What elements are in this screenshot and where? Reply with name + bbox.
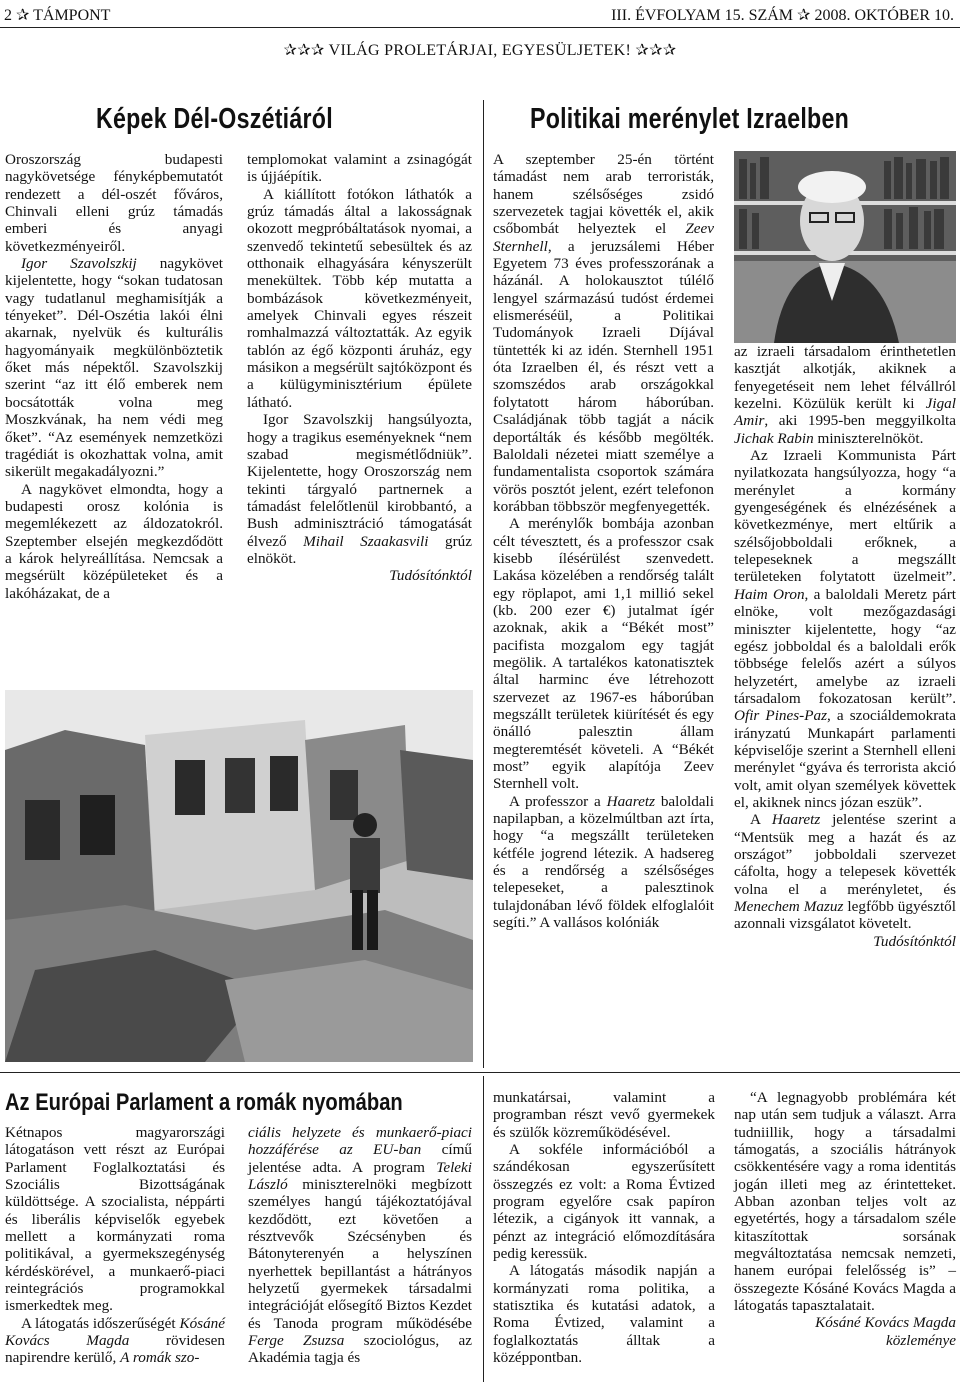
text: Az Izraeli Kommunista Párt nyilatkozata hangsúlyozza, hogy “a merénylet a kormány gyengeségének és elnézésének a következménye, mert eltűrik a szélsőjobboldali erőknek, a telepeseknek a megszállt területeken folytatott üzelmeit”. — [734, 447, 956, 586]
paragraph: A sokféle információból a szándékosan egyszerűsített összegzés ez volt: a Roma Évtized program egyelőre csak papíron létezik, a cigányok itt vannak, a pénzt az integráció előmozdítására pedig keressük. — [493, 1141, 715, 1263]
paragraph — [493, 793, 714, 932]
person-name: Haim Oron — [734, 585, 805, 603]
text: miniszterelnököt. — [813, 429, 924, 447]
paragraph — [493, 515, 714, 793]
newspaper-name: Haaretz — [771, 811, 821, 829]
text: Lakása közelében a rendőrség talált egy röplapot, ami 1,1 millió sekel (kb. 200 ezer €) jutalmat ígér azoknak, akik a “Békét most” pacifista mozgalom egy tagját megölik. A tartalékos katonatisztek által harminc éve létrehozott szervezet az 1967-es háborúban megszállt területek kiürítését és egy önálló palesztin állam megteremtését követeli. A “Békét most” egyik alapítója Zeev Sternhell volt. — [493, 567, 714, 793]
ruins-photo — [5, 690, 473, 1062]
paragraph: munkatársai, valamint a programban részt vevő gyermekek és szülők közreműködésével. — [493, 1089, 715, 1141]
person-name: Igor Szavolszkij — [21, 255, 137, 273]
roma-column-4 — [734, 1089, 956, 1349]
roma-column-2 — [248, 1124, 472, 1367]
israel-column-2 — [734, 343, 956, 950]
sternhell-photo-image — [734, 151, 956, 343]
text: szociológus, az Akadémia tagja és — [248, 1332, 472, 1367]
text: rövidesen napirendre kerülő, — [5, 1332, 225, 1367]
issue-info: III. ÉVFOLYAM 15. SZÁM ✰ 2008. OKTÓBER 10. — [611, 7, 954, 24]
paragraph: A látogatás második napján a kormányzati roma politika, a statisztika és kutatási adatok, a Roma Évtized, valamint a foglalkoztatás álltak a középpontban. — [493, 1262, 715, 1367]
text: , a jeruzsálemi Héber Egyetem 73 éves professzorának a házánál. A holokausztot túlélő lengyel származású tudóst érdemei elismeréséül, a Politikai Tudományok Izraeli Díjával tüntették ki az idén. Sternhell 1951 óta Izraelben él, és részt vett a szomszédos arab országokkal folytatott három háborúban. Családjának több tagját a nácik deportálták és később megölték. Baloldali nézetei miatt személye a fundamentalista csoportok számára vörös posztót jelent, ezért telefonon korábban többször megfenyegették. — [493, 237, 714, 515]
text: A merénylők bombája azonban célt tévesztett, és a professzor csak kisebb ílésérülést szenvedett. — [493, 515, 714, 567]
text: , aki 1995-ben meggyilkolta — [764, 412, 956, 430]
ossetia-column-1 — [5, 151, 223, 602]
paragraph — [247, 411, 472, 567]
israel-title: Politikai merénylet Izraelben — [530, 103, 849, 135]
report-title: ciális helyzete és munkaerő-piaci hozzáférése az EU-ban — [248, 1124, 472, 1159]
paragraph: A nagykövet elmondta, hogy a budapesti orosz kolónia is megemlékezett az áldozatokról. Szeptember elsején megkezdődött a károk helyreállítása. Nemcsak a megsérült középületeket és a lakóházakat, de a — [5, 480, 223, 602]
israel-signature: Tudósítónktól — [873, 932, 956, 950]
text: A látogatás időszerűségét — [21, 1314, 180, 1332]
paragraph — [248, 1124, 472, 1367]
column-divider — [483, 1076, 484, 1382]
paragraph: A kiállított fotókon láthatók a grúz támadás által a lakosságnak okozott megpróbáltatások nyomai, a szenvedő tekintetű sebesültek és az otthonaik elhagyására kényszerült menekültek. Több kép mutatta a bombázások következményeit, amelyek Chinvali egyes részeit romhalmazzá változtatták. Az egyik tablón az égő központi áruház, egy másikon a megsérült sajtóközpont és a külügyminisztérium épülete látható. — [247, 185, 472, 411]
ossetia-column-2 — [247, 151, 472, 585]
page-number-label: 2 ✰ TÁMPONT — [4, 7, 111, 24]
column-divider — [483, 100, 484, 1068]
roma-column-3 — [493, 1089, 715, 1367]
paragraph: Oroszország budapesti nagykövetsége fényképbemutatót rendezett a dél-oszét főváros, Chinvali elleni grúz támadás emberi és anyagi következményeiről. — [5, 151, 223, 255]
person-name: Zeev Sternhell — [493, 220, 714, 255]
ossetia-title: Képek Dél-Oszétiáról — [96, 103, 333, 135]
person-name: Jichak Rabin — [734, 429, 814, 447]
paragraph: Kétnapos magyarországi látogatáson vett részt az Európai Parlament Foglalkoztatási és Szociális Bizottságának küldöttsége. A szocialista, néppárti és liberális képviselők egyebek mellett a kormányzati roma politikával, a gyermekszegénység kérdéskörével, a munkaerő-piaci reintegrációs programokkal ismerkedtek meg. — [5, 1124, 225, 1315]
motto: ✰✰✰ VILÁG PROLETÁRJAI, EGYESÜLJETEK! ✰✰✰ — [283, 42, 677, 59]
paragraph — [734, 447, 956, 811]
paragraph: templomokat valamint a zsinagógát is újjáépítik. — [247, 151, 472, 186]
text: miniszterelnöki megbízott személyes hangú tájékoztatójával kezdődött, ezt követően a résztvevők Szécsényben és Bátonyterenyén a helyszínen nyerhettek bepillantást a hátrányos helyzetű gyermekek társadalmi integrációját elősegítő Biztos Kezdet és Tanoda program működésébe — [248, 1176, 472, 1332]
text: , a szociáldemokrata irányzatú Munkapárt parlamenti képviselője szerint a Sternhell elleni merénylet “gyáva és terrorista akció volt, amit olyan személyek követtek el, akiknek nincs józan eszük”. — [734, 707, 956, 811]
ruins-photo-image — [5, 690, 473, 1062]
person-name: Mihail Szaakasvili — [303, 532, 429, 550]
report-title: A romák szo- — [120, 1349, 200, 1367]
text: A szeptember 25-én történt támadást nem arab terroristák, hanem szélsőséges zsidó szervezetek tagjai követték el, akik csőbombát helyeztek el — [493, 151, 714, 238]
text: Igor Szavolszkij hangsúlyozta, hogy a tragikus eseményeknek “nem szabad megismétlődniük”. Kijelentette, hogy Oroszország nem tekinti tárgyaló partnernek a támadást felelőtlenül kirobbantó, a Bush adminisztráció támogatását élvező — [247, 411, 472, 550]
text: című jelentése adta. A program — [248, 1141, 472, 1176]
sternhell-photo — [734, 151, 956, 343]
person-name: Menechem Mazuz — [734, 898, 844, 915]
text: A professzor a — [509, 792, 607, 810]
paragraph — [734, 811, 956, 932]
text: A — [750, 811, 772, 829]
text: az izraeli társadalom érinthetetlen kasztját alkotják, akiknek a fenyegetéseit nem lehet félvállról kezelni. Közülük került ki — [734, 343, 956, 413]
ossetia-signature: Tudósítónktól — [389, 567, 472, 585]
person-name: Ferge Zsuzsa — [248, 1332, 345, 1350]
text: , a baloldali Meretz párt elnöke, volt mezőgazdasági miniszter kijelentette, hogy “az egész jobboldal és a baloldali erők többsége felelős azért a súlyos helyzetért, amelybe az izraeli társadalom fokozatosan került”. — [734, 585, 956, 707]
israel-column-1 — [493, 151, 714, 931]
paragraph — [493, 151, 714, 515]
newspaper-name: Haaretz — [606, 792, 655, 810]
roma-column-1 — [5, 1124, 225, 1367]
text: nagykövet kijelentette, hogy “sokan tudatosan vagy tudatlanul meghamisítják a tényeket”. Dél-Oszétia lakói élni akarnak, nyelvük és kulturális hagyományaik megkülönböztetik őket más népektől. Szavolszkij szerint “az itt élő emberek nem bocsátották volna meg Moszkvának, ha nem védi meg őket”. “Az események nemzetközi tragédiát is okozhattak volna, amit sikerült megakadályozni.” — [5, 255, 224, 481]
roma-title: Az Európai Parlament a romák nyomában — [5, 1089, 403, 1116]
roma-signature-author: Kósáné Kovács Magda — [815, 1314, 956, 1332]
text: legfőbb ügyésztől azonnali vizsgálatot követelt. — [734, 898, 956, 933]
person-name: Teleki László — [248, 1158, 472, 1194]
header-rule — [0, 27, 960, 28]
text: grúz elnököt. — [247, 532, 472, 567]
person-name: Ofir Pines-Paz — [734, 707, 827, 725]
paragraph: “A legnagyobb problémára két nap után sem tudjuk a választ. Arra tudniillik, hogy a társadalmi támogatás, a szociális hátrányok csökkentésére vagy a roma identitás jogán illeti meg az érintetteket. Abban azonban teljes volt az egyetértés, hogy a társadalom széle kitaszítottak sorsának megváltoztatása nemcsak nemzeti, hanem európai felelősség is” – összegezte Kósáné Kovács Magda a látogatás tapasztalatait. — [734, 1089, 956, 1315]
roma-signature-source: közleménye — [886, 1331, 956, 1349]
paragraph — [5, 255, 223, 480]
paragraph — [5, 1315, 225, 1367]
person-name: Jigal Amir — [734, 395, 956, 430]
text: jelentése szerint a “Mentsük meg a hazát és az országot” jobboldali szervezet cáfolta, hogy a telepesek követték volna el a merényletet, és — [734, 811, 956, 898]
person-name: Kósáné Kovács Magda — [5, 1314, 225, 1350]
text: baloldali napilapban, a közelmúltban azt írta, hogy “a megszállt területeken kétféle jogrend létezik. A hadsereg és a rendőrség a szélsőséges telepeseket, a palesztinok tulajdonában lévő földek elfoglalóit segíti.” A vallásos kolóniák — [493, 792, 714, 932]
section-rule — [0, 1072, 960, 1073]
paragraph — [734, 343, 956, 447]
